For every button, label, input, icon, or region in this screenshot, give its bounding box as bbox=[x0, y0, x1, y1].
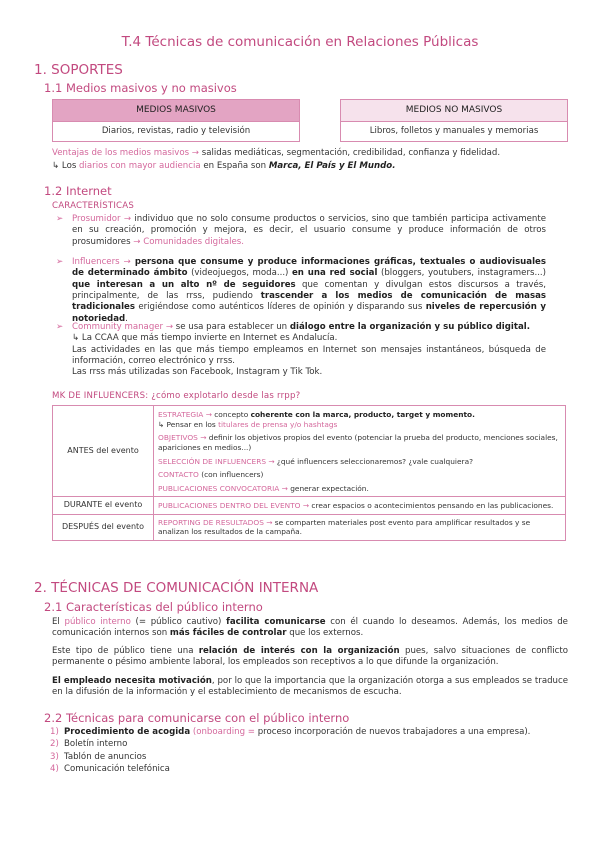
section-1-1-heading: 1.1 Medios masivos y no masivos bbox=[44, 81, 237, 95]
medios-no-masivos-header: MEDIOS NO MASIVOS bbox=[341, 100, 567, 122]
medios-no-masivos-box bbox=[340, 99, 568, 142]
paragraph-publico-interno: El público interno (= público cautivo) facilita comunicarse con él cuando lo deseamos. Además, los medios de comunicación internos son más fáciles de controlar que los externos. bbox=[52, 617, 568, 639]
ventajas-line: Ventajas de los medios masivos → salidas mediáticas, segmentación, credibilidad, confianza y fidelidad. bbox=[52, 148, 501, 158]
arrow-bullet-icon: ➢ bbox=[56, 214, 64, 224]
despues-content: REPORTING DE RESULTADOS → se comparten materiales post evento para amplificar resultados y se analizan los resultados de la campaña. bbox=[154, 514, 566, 540]
bullet-influencers: ➢ Influencers → persona que consume y produce informaciones gráficas, textuales o audiovisuales de determinado ámbito (videojuegos, moda...) en una red social (bloggers, youtubers, instagramers...) que interesan a un alto nº de seguidores que comentan y divulgan estos discursos a través, principalmente, de las rrss, pudiendo trascender a los medios de comunicación de masas tradicionales erigiéndose como auténticos líderes de opinión y disparando sus niveles de repercusión y notoriedad. bbox=[56, 257, 547, 324]
page-title: T.4 Técnicas de comunicación en Relaciones Públicas bbox=[121, 34, 479, 50]
arrow-bullet-icon: ➢ bbox=[56, 257, 64, 267]
medios-masivos-box bbox=[52, 99, 300, 142]
medios-no-masivos-body: Libros, folletos y manuales y memorias bbox=[369, 126, 539, 136]
tecnicas-list bbox=[50, 727, 530, 776]
section-2-heading: 2. TÉCNICAS DE COMUNICACIÓN INTERNA bbox=[34, 580, 319, 596]
bullet-community-manager: ➢ Community manager → se usa para establecer un diálogo entre la organización y su público digital. ↳ La CCAA que más tiempo invierte en Internet es Andalucía. Las actividades en las que más tiempo empleamos en Internet son mensajes instantáneos, búsqueda de información, correo electrónico y rrss. Las rrss más utilizadas son Facebook, Instagram y Tik Tok. bbox=[56, 322, 546, 378]
list-item: 2) Boletín interno bbox=[50, 739, 128, 750]
list-item: 1) Procedimiento de acogida (onboarding = proceso incorporación de nuevos trabajadores a una empresa). bbox=[50, 727, 531, 737]
section-2-2-heading: 2.2 Técnicas para comunicarse con el público interno bbox=[44, 711, 350, 725]
list-item: 3) Tablón de anuncios bbox=[50, 751, 147, 762]
table-row bbox=[53, 497, 566, 514]
mk-influencers-heading: MK DE INFLUENCERS: ¿cómo explotarlo desde las rrpp? bbox=[52, 391, 301, 401]
durante-label: DURANTE el evento bbox=[53, 497, 154, 514]
diarios-line: ↳ Los diarios con mayor audiencia en España son Marca, El País y El Mundo. bbox=[52, 161, 396, 171]
bullet-prosumidor: ➢ Prosumidor → individuo que no solo consume productos o servicios, sino que también participa activamente en su creación, promoción y mejora, es decir, el usuario consume y produce información de otros prosumidores → Comunidades digitales. bbox=[56, 214, 546, 247]
section-1-heading: 1. SOPORTES bbox=[34, 62, 123, 78]
paragraph-relacion-interes: Este tipo de público tiene una relación de interés con la organización pues, salvo situaciones de conflicto permanente o pésimo ambiente laboral, los empleados son receptivos a lo que difunde la organización. bbox=[52, 646, 569, 668]
medios-masivos-body: Diarios, revistas, radio y televisión bbox=[101, 126, 251, 136]
mk-influencers-table bbox=[52, 405, 566, 541]
arrow-bullet-icon: ➢ bbox=[56, 322, 64, 332]
list-item: 4) Comunicación telefónica bbox=[50, 764, 170, 775]
table-row bbox=[53, 514, 566, 540]
durante-content: PUBLICACIONES DENTRO DEL EVENTO → crear espacios o acontecimientos pensando en las publicaciones. bbox=[154, 497, 566, 514]
caracteristicas-heading: CARACTERÍSTICAS bbox=[52, 201, 134, 211]
table-row bbox=[53, 406, 566, 497]
paragraph-motivacion: El empleado necesita motivación, por lo que la importancia que la organización otorga a sus empleados se traduce en la difusión de la información y el establecimiento de mecanismos de escucha. bbox=[52, 676, 568, 698]
antes-content: ESTRATEGIA → concepto coherente con la marca, producto, target y momento. ↳ Pensar en los titulares de prensa y/o hashtags OBJETIVOS → definir los objetivos propios del evento (potenciar la prueba del producto, menciones sociales, apariciones en medios...) SELECCIÓN DE INFLUENCERS → ¿qué influencers seleccionaremos? ¿vale cualquiera? CONTACTO (con influencers) PUBLICACIONES CONVOCATORIA → generar expectación. bbox=[154, 406, 566, 497]
medios-masivos-header: MEDIOS MASIVOS bbox=[53, 100, 299, 122]
section-1-2-heading: 1.2 Internet bbox=[44, 184, 112, 198]
section-2-1-heading: 2.1 Características del público interno bbox=[44, 600, 263, 614]
antes-label: ANTES del evento bbox=[53, 406, 154, 497]
despues-label: DESPUÉS del evento bbox=[53, 514, 154, 540]
